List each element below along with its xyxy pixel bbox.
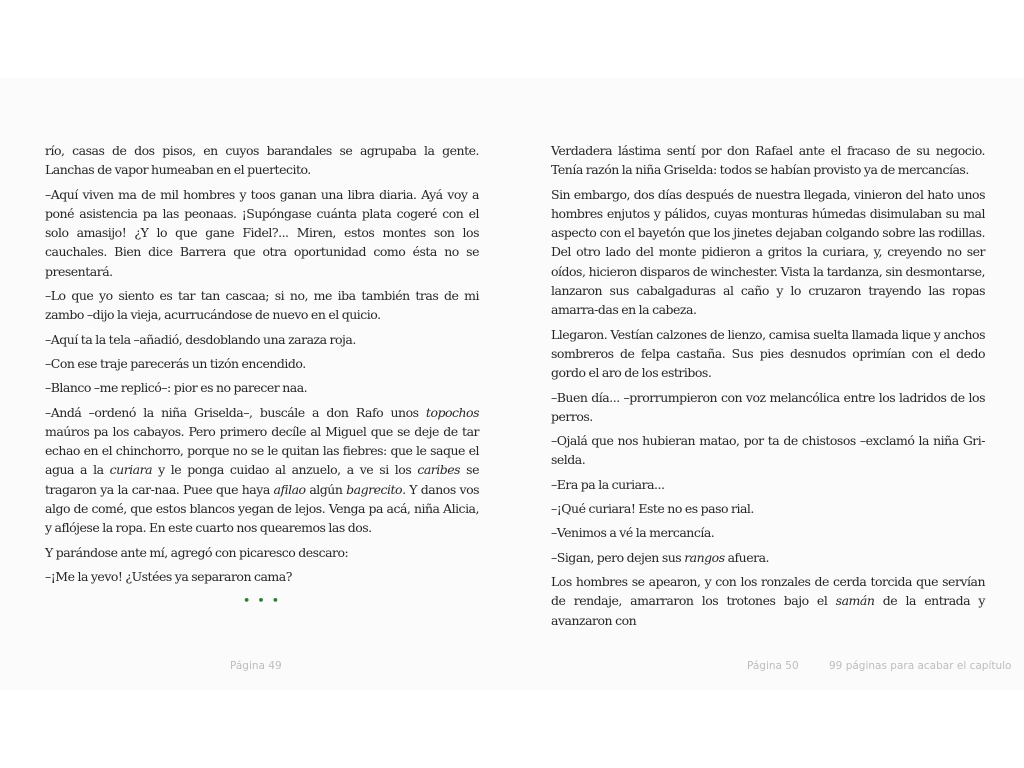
paragraph <box>45 330 479 349</box>
text-run: –Buen día... –prorrumpieron con voz melancólica entre los ladridos de los perros. <box>551 389 985 424</box>
paragraph <box>551 548 985 567</box>
text-run: algún <box>305 481 347 497</box>
text-run: Los hombres se apearon, y con los ronzales de cerda torcida que servían de rendaje, amarraron los trotones bajo el <box>551 573 985 609</box>
right-page-number: Página 50 <box>747 660 799 672</box>
right-page[interactable] <box>551 141 985 635</box>
paragraph <box>551 499 985 518</box>
paragraph <box>551 185 985 320</box>
book-reader <box>0 78 1024 690</box>
text-run: –Aquí ta la tela –añadió, desdoblando una zaraza roja. <box>45 331 356 347</box>
text-run: –Lo que yo siento es tar tan cascaa; si no, me iba también tras de mi zambo –dijo la vieja, acurrucándose de nuevo en el quicio. <box>45 288 479 323</box>
italic-word: afilao <box>273 481 306 497</box>
text-run: –Blanco –me replicó–: pior es no parecer naa. <box>45 380 308 396</box>
text-run: –¡Me la yevo! ¿Ustées ya separaron cama? <box>45 568 292 584</box>
text-run: río, casas de dos pisos, en cuyos barandales se agrupaba la gente. Lanchas de vapor humeaban en el puertecito. <box>45 143 479 178</box>
paragraph <box>551 431 985 470</box>
paragraph <box>45 543 479 562</box>
text-run: Y parándose ante mí, agregó con picaresco descaro: <box>45 544 349 560</box>
text-run: –Ojalá que nos hubieran matao, por ta de chistosos –exclamó la niña Gri-selda. <box>551 433 985 468</box>
paragraph <box>45 403 479 538</box>
paragraph <box>551 388 985 427</box>
text-run: –¡Qué curiara! Este no es paso rial. <box>551 501 754 517</box>
text-run: afuera. <box>724 549 770 565</box>
text-run: de la entrada y avanzaron con <box>551 593 985 628</box>
paragraph <box>45 185 479 281</box>
paragraph <box>45 378 479 397</box>
text-run: Llegaron. Vestían calzones de lienzo, camisa suelta llamada lique y anchos sombreros de felpa castaña. Sus pies desnudos oprimían con el dedo gordo el aro de los estribos. <box>551 326 985 381</box>
italic-word: caribes <box>417 462 461 478</box>
text-run: se tragaron ya la car-naa. Puee que haya <box>45 462 479 497</box>
paragraph <box>45 567 479 586</box>
text-run: –Sigan, pero dejen sus <box>551 549 685 565</box>
text-run: Verdadera lástima sentí por don Rafael ante el fracaso de su negocio. Tenía razón la niña Griselda: todos se habían provisto ya de mercancías. <box>551 143 985 178</box>
text-run: Sin embargo, dos días después de nuestra llegada, vinieron del hato unos hombres enjutos y pálidos, cuyas monturas húmedas disimulaban su mal aspecto con el bayetón que los jinetes dejaban colgando sobre las rodillas. Del otro lado del monte pidieron a gritos la curiara, y, creyendo no ser oídos, hicieron disparos de winchester. Vista la tardanza, sin desmontarse, lanzaron sus cabalgaduras al caño y lo cruzaron trayendo las ropas amarra-das en la cabeza. <box>551 186 985 318</box>
chapter-remaining-label: 99 páginas para acabar el capítulo <box>829 660 1012 672</box>
paragraph <box>551 475 985 494</box>
italic-word: curiara <box>109 462 153 478</box>
paragraph <box>45 141 479 180</box>
text-run: –Con ese traje parecerás un tizón encendido. <box>45 355 306 371</box>
italic-word: samán <box>835 593 875 609</box>
paragraph <box>45 286 479 325</box>
text-run: maúros pa los cabayos. Pero primero decíle al Miguel que se deje de tar echao en el chinchorro, porque no se le quitan las fiebres: que le saque el agua a la <box>45 423 479 478</box>
text-run: y le ponga cuidao al anzuelo, a ve si los <box>152 462 418 478</box>
text-run: –Era pa la curiara... <box>551 476 665 492</box>
italic-word: rangos <box>684 549 725 565</box>
paragraph <box>551 572 985 630</box>
text-run: –Venimos a vé la mercancía. <box>551 525 715 541</box>
text-run: . Y danos vos algo de comé, que estos blancos yegan de lejos. Venga pa acá, niña Alicia, y aflójese la ropa. En este cuarto nos quearemos las dos. <box>45 481 480 536</box>
section-separator: • • • <box>243 594 281 608</box>
paragraph <box>45 354 479 373</box>
italic-word: bagrecito <box>346 481 403 497</box>
paragraph <box>551 141 985 180</box>
italic-word: topochos <box>425 404 479 420</box>
text-run: –Andá –ordenó la niña Griselda–, buscále a don Rafo unos <box>45 404 426 420</box>
paragraph <box>551 325 985 383</box>
paragraph <box>551 523 985 542</box>
left-page-number: Página 49 <box>230 660 282 672</box>
text-run: –Aquí viven ma de mil hombres y toos ganan una libra diaria. Ayá voy a poné asistencia pa las peonaas. ¡Supóngase cuánta plata cogeré con el solo amasijo! ¿Y lo que gane Fidel?... Miren, estos montes son los cauchales. Bien dice Barrera que otra oportunidad como ésta no se presentará. <box>45 186 479 279</box>
left-page[interactable] <box>45 141 479 611</box>
